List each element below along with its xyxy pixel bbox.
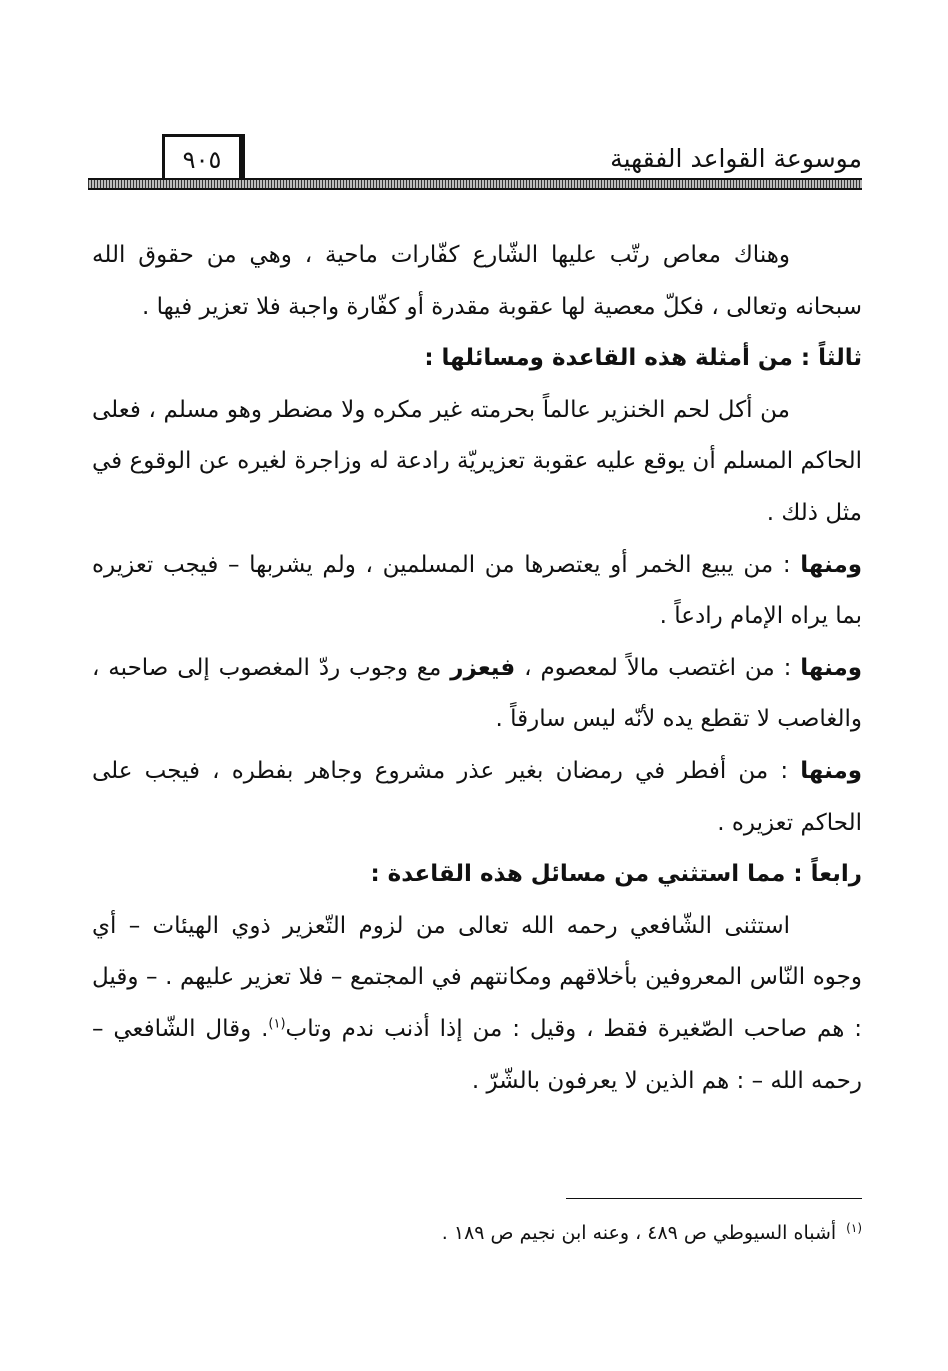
paragraph-intro: وهناك معاص رتّب عليها الشّارع كفّارات ماحية ، وهي من حقوق الله سبحانه وتعالى ، فكلّ معصية لها عقوبة مقدرة أو كفّارة واجبة فلا تعزير فيها . bbox=[92, 242, 862, 320]
paragraph-example-usurpation bbox=[92, 643, 862, 746]
paragraph-text: . وقال الشّافعي – رحمه الله – : هم الذين لا يعرفون بالشّرّ . bbox=[92, 1015, 862, 1094]
paragraph-example-wine bbox=[92, 540, 862, 643]
footnote-marker: (١) bbox=[846, 1220, 862, 1235]
section-heading-exceptions: رابعاً : مما استثني من مسائل هذه القاعدة : bbox=[370, 861, 862, 888]
paragraph-text: مع وجوب ردّ المغصوب إلى صاحبه ، والغاصب لا تقطع يده لأنّه ليس سارقاً . bbox=[92, 654, 862, 733]
footnote bbox=[162, 1218, 862, 1248]
lead-word: ومنها bbox=[800, 551, 862, 578]
paragraph-text: : من أفطر في رمضان بغير عذر مشروع وجاهر بفطره ، فيجب على الحاكم تعزيره . bbox=[92, 757, 862, 836]
main-text bbox=[92, 230, 862, 1107]
paragraph-text: استثنى الشّافعي رحمه الله تعالى من لزوم التّعزير ذوي الهيئات – أي وجوه النّاس المعروفين بأخلاقهم ومكانتهم في المجتمع – فلا تعزير عليهم . – وقيل : هم صاحب الصّغيرة فقط ، وقيل : من إذا أذنب ندم وتاب bbox=[92, 912, 862, 1042]
paragraph-example-pork: من أكل لحم الخنزير عالماً بحرمته غير مكره ولا مضطر وهو مسلم ، فعلى الحاكم المسلم أن يوقع عليه عقوبة تعزيريّة رادعة له وزاجرة لغيره عن الوقوع في مثل ذلك . bbox=[92, 396, 862, 526]
paragraph-text: : من يبيع الخمر أو يعتصرها من المسلمين ، ولم يشربها – فيجب تعزيره بما يراه الإمام رادعاً . bbox=[92, 551, 862, 630]
footnote-reference[interactable]: (١) bbox=[268, 1016, 286, 1032]
section-heading-examples: ثالثاً : من أمثلة هذه القاعدة ومسائلها : bbox=[424, 345, 862, 372]
header-rule bbox=[88, 178, 862, 190]
lead-word: ومنها bbox=[800, 757, 862, 784]
paragraph-example-ramadan bbox=[92, 746, 862, 849]
footnote-text: أشباه السيوطي ص ٤٨٩ ، وعنه ابن نجيم ص ١٨٩ . bbox=[441, 1222, 837, 1244]
emphasis-word: فيعزر bbox=[450, 654, 516, 681]
page-header bbox=[88, 134, 862, 190]
paragraph-exceptions bbox=[92, 901, 862, 1107]
paragraph-text: : من اغتصب مالاً لمعصوم ، bbox=[515, 654, 801, 681]
lead-word: ومنها bbox=[800, 654, 862, 681]
running-title: موسوعة القواعد الفقهية bbox=[610, 144, 862, 173]
footnote-separator bbox=[566, 1198, 862, 1199]
page-number: ٩٠٥ bbox=[162, 134, 242, 183]
